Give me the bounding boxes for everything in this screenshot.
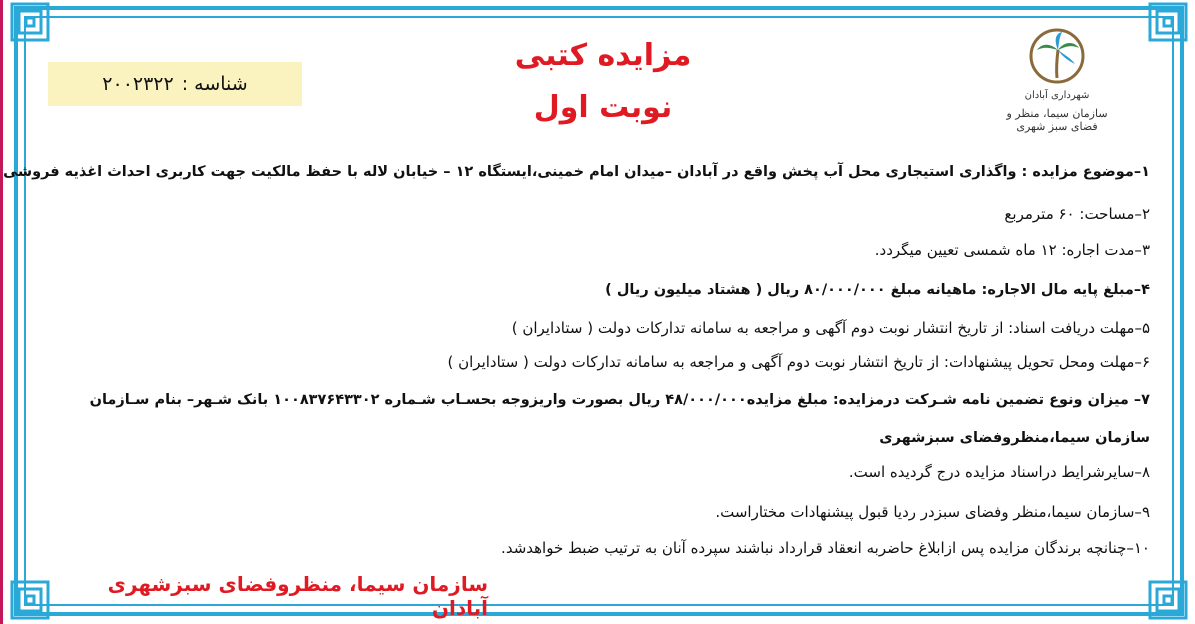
organization-logo [992,28,1122,153]
notice-title: مزایده کتبی [514,38,692,73]
corner-ornament-bottom-left [10,580,50,620]
footer-organization: سازمان سیما، منظروفضای سبزشهری آبادان [107,572,488,620]
clause-base-price: ۴–مبلغ پایه مال الاجاره: ماهیانه مبلغ ۸۰/۰۰۰/۰۰۰ ریال ( هشتاد میلیون ریال ) [605,282,1150,298]
clause-other-conditions: ۸–سایرشرایط دراسناد مزایده درج گردیده است. [848,463,1150,481]
corner-ornament-bottom-right [1148,580,1188,620]
clause-guarantee-continued: سازمان سیما،منظروفضای سبزشهری [879,430,1150,446]
corner-ornament-top-right [1148,2,1188,42]
clause-area: ۲–مساحت: ۶۰ مترمربع [1004,205,1150,223]
corner-ornament-top-left [10,2,50,42]
notice-round: نوبت اول [533,90,673,125]
tracking-id-box [48,62,302,106]
clause-lease-term: ۳–مدت اجاره: ۱۲ ماه شمسی تعیین میگردد. [874,241,1150,259]
logo-organization-text: سازمان سیما، منظر و فضای سبز شهری [1006,107,1108,133]
clause-proposal-deadline: ۶–مهلت ومحل تحویل پیشنهادات: از تاریخ انتشار نوبت دوم آگهی و مراجعه به سامانه تدارکات دولت ( ستادایران ) [447,353,1150,371]
tracking-id-value: ۲۰۰۲۳۲۲ [102,73,174,95]
clause-guarantee: ۷– میزان ونوع تضمین نامه شـرکت درمزایده: مبلغ مزایده۴۸/۰۰۰/۰۰۰ ریال بصورت واریزوجه بحسـاب شـماره ۱۰۰۸۳۷۶۴۳۳۰۲ بانک شـهر– بنام سـازمان [89,392,1150,408]
palm-tree-icon [1029,28,1085,84]
clause-acceptance-rights: ۹–سازمان سیما،منظر وفضای سبزدر ردیا قبول پیشنهادات مختاراست. [715,503,1150,521]
logo-municipality-text: شهرداری آبادان [1024,90,1090,101]
clause-subject: ۱–موضوع مزایده : واگذاری استیجاری محل آب پخش واقع در آبادان –میدان امام خمینی،ایستگاه ۱۲ – خیابان لاله با حفظ مالکیت جهت کاربری احداث اغذیه فروشی [3,164,1150,180]
tracking-id-label: شناسه : [181,73,248,95]
clause-documents-deadline: ۵–مهلت دریافت اسناد: از تاریخ انتشار نوبت دوم آگهی و مراجعه به سامانه تدارکات دولت ( ستادایران ) [511,319,1150,337]
clause-forfeit: ۱۰–چنانچه برندگان مزایده پس ازابلاغ حاضربه انعقاد قرارداد نباشند سپرده آنان به ترتیب ضبط خواهدشد. [501,539,1150,557]
page-edge-rule [0,0,3,624]
